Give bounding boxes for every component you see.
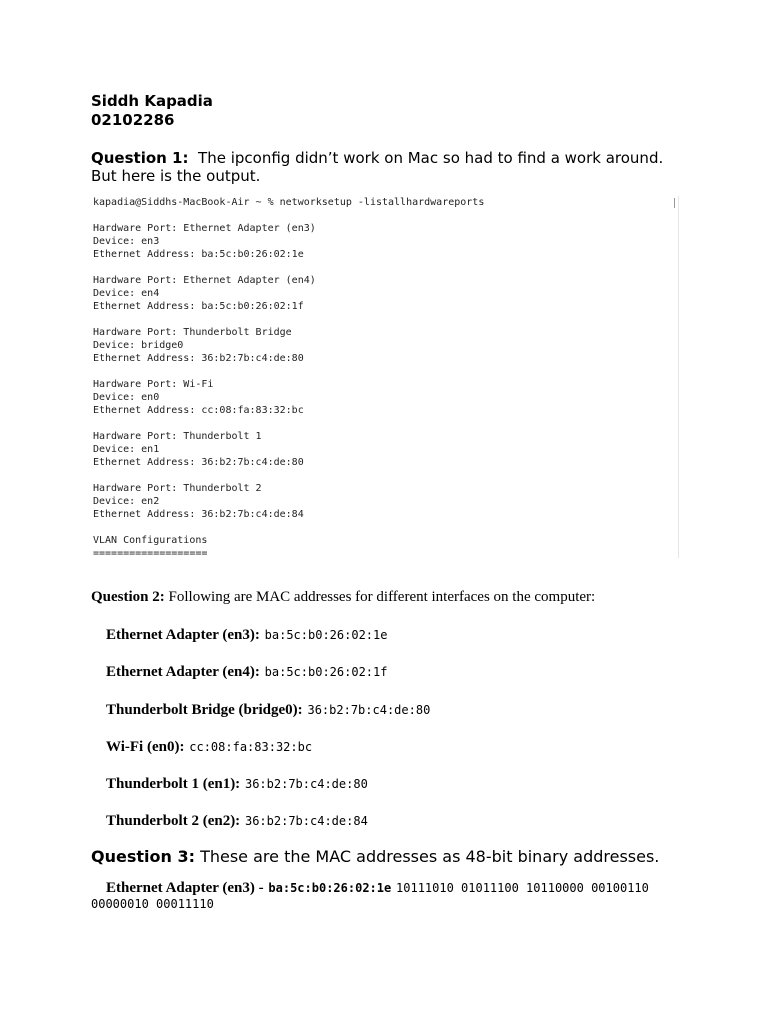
terminal-output: kapadia@Siddhs-MacBook-Air ~ % networksetup -listallhardwareports Hardware Port: Ethernet Adapter (en3) Device: en3 Ethernet Address: ba:5c:b0:26:02:1e Hardware Port: Ethernet Adapter (en4) Device: en4 Ethernet Address: ba:5c:b0:26:02:1f Hardware Port: Thunderbolt Bridge Device: bridge0 Ethernet Address: 36:b2:7b:c4:de:80 Hardware Port: Wi-Fi Device: en0 Ethernet Address: cc:08:fa:83:32:bc Hardware Port: Thunderbolt 1 Device: en1 Ethernet Address: 36:b2:7b:c4:de:80 Hardware Port: Thunderbolt 2 Device: en2 Ethernet Address: 36:b2:7b:c4:de:84 VLAN Configurations ===================	[93, 197, 485, 559]
author-name: Siddh Kapadia	[91, 92, 213, 110]
interface-label: Ethernet Adapter (en4):	[106, 664, 260, 680]
mac-item	[106, 700, 681, 719]
mac-address: cc:08:fa:83:32:bc	[189, 740, 313, 754]
interface-label: Ethernet Adapter (en3) -	[106, 880, 264, 896]
question-3-text: These are the MAC addresses as 48-bit binary addresses.	[200, 847, 660, 866]
mac-item	[106, 774, 681, 793]
question-2	[91, 589, 681, 606]
question-3	[91, 847, 681, 866]
mac-address: 36:b2:7b:c4:de:84	[244, 814, 368, 828]
question-2-label: Question 2:	[91, 589, 165, 605]
interface-label: Thunderbolt Bridge (bridge0):	[106, 702, 303, 718]
mac-item	[106, 811, 681, 830]
mac-address-list	[91, 625, 681, 830]
mac-address: ba:5c:b0:26:02:1e	[268, 881, 392, 895]
interface-label: Ethernet Adapter (en3):	[106, 627, 260, 643]
mac-address: 36:b2:7b:c4:de:80	[307, 703, 431, 717]
document-page	[91, 92, 681, 912]
question-1-label: Question 1:	[91, 149, 189, 167]
mac-item	[106, 662, 681, 681]
interface-label: Wi-Fi (en0):	[106, 739, 185, 755]
mac-item	[106, 625, 681, 644]
question-2-text: Following are MAC addresses for different interfaces on the computer:	[168, 589, 596, 605]
question-1	[91, 149, 681, 185]
mac-item	[106, 737, 681, 756]
student-id: 02102286	[91, 111, 175, 129]
mac-address: ba:5c:b0:26:02:1e	[264, 628, 388, 642]
mac-address: 36:b2:7b:c4:de:80	[244, 777, 368, 791]
interface-label: Thunderbolt 1 (en1):	[106, 776, 241, 792]
mac-address: ba:5c:b0:26:02:1f	[264, 665, 388, 679]
question-1-text: The ipconfig didn’t work on Mac so had to find a work around. But here is the output.	[91, 149, 664, 185]
binary-address: 10111010 01011100 10110000 00100110 00000010 00011110	[91, 881, 649, 911]
interface-label: Thunderbolt 2 (en2):	[106, 813, 241, 829]
terminal-scrollbar	[674, 198, 675, 208]
terminal-screenshot	[90, 196, 679, 558]
question-3-label: Question 3:	[91, 847, 195, 866]
binary-item	[91, 880, 681, 912]
